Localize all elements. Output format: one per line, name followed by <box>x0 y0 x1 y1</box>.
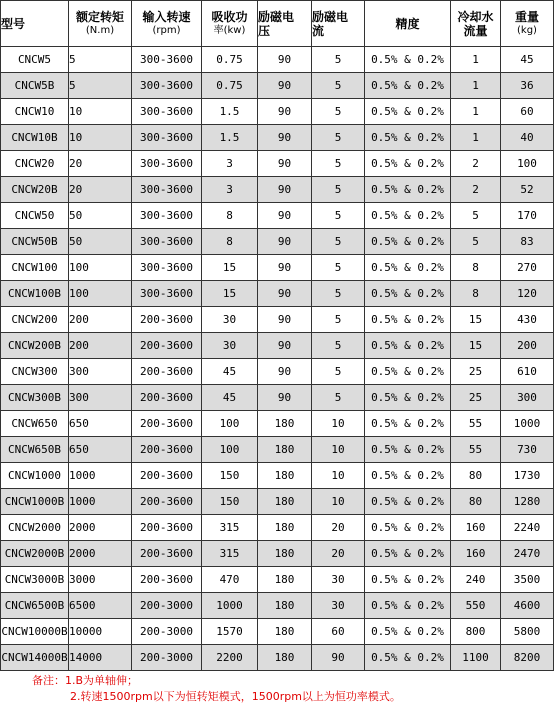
cell-weight: 45 <box>501 47 554 73</box>
header-row <box>1 1 554 47</box>
cell-speed: 200-3000 <box>132 593 202 619</box>
table-row <box>1 489 554 515</box>
cell-model: CNCW6500B <box>1 593 69 619</box>
cell-model: CNCW20B <box>1 177 69 203</box>
cell-voltage: 180 <box>258 619 312 645</box>
table-row <box>1 151 554 177</box>
cell-speed: 300-3600 <box>132 229 202 255</box>
table-row <box>1 515 554 541</box>
note-line-2: 2.转速1500rpm以下为恒转矩模式，1500rpm以上为恒功率模式。 <box>70 690 401 703</box>
cell-weight: 730 <box>501 437 554 463</box>
cell-accuracy: 0.5% & 0.2% <box>365 541 451 567</box>
cell-torque: 50 <box>69 229 132 255</box>
cell-cooling: 8 <box>451 255 501 281</box>
cell-speed: 200-3600 <box>132 567 202 593</box>
cell-power: 8 <box>202 203 258 229</box>
cell-cooling: 1 <box>451 99 501 125</box>
cell-power: 30 <box>202 333 258 359</box>
cell-speed: 200-3600 <box>132 515 202 541</box>
cell-speed: 300-3600 <box>132 255 202 281</box>
note-line-1 <box>32 673 554 689</box>
cell-power: 1.5 <box>202 125 258 151</box>
cell-accuracy: 0.5% & 0.2% <box>365 255 451 281</box>
cell-torque: 14000 <box>69 645 132 671</box>
note-1-text: 1.B为单轴伸； <box>65 674 139 687</box>
cell-cooling: 800 <box>451 619 501 645</box>
cell-power: 3 <box>202 151 258 177</box>
note-label: 备注： <box>32 674 65 687</box>
cell-current: 90 <box>312 645 365 671</box>
table-row <box>1 281 554 307</box>
cell-torque: 300 <box>69 385 132 411</box>
cell-accuracy: 0.5% & 0.2% <box>365 47 451 73</box>
cell-voltage: 90 <box>258 229 312 255</box>
cell-accuracy: 0.5% & 0.2% <box>365 359 451 385</box>
cell-weight: 610 <box>501 359 554 385</box>
cell-voltage: 180 <box>258 489 312 515</box>
cell-weight: 60 <box>501 99 554 125</box>
cell-model: CNCW20 <box>1 151 69 177</box>
cell-weight: 3500 <box>501 567 554 593</box>
cell-speed: 200-3600 <box>132 541 202 567</box>
cell-torque: 10 <box>69 99 132 125</box>
cell-speed: 200-3600 <box>132 385 202 411</box>
cell-model: CNCW1000 <box>1 463 69 489</box>
table-row <box>1 125 554 151</box>
cell-torque: 650 <box>69 437 132 463</box>
cell-torque: 5 <box>69 73 132 99</box>
cell-cooling: 240 <box>451 567 501 593</box>
cell-power: 150 <box>202 463 258 489</box>
cell-cooling: 25 <box>451 385 501 411</box>
cell-voltage: 180 <box>258 515 312 541</box>
cell-voltage: 90 <box>258 359 312 385</box>
table-row <box>1 99 554 125</box>
cell-speed: 300-3600 <box>132 203 202 229</box>
cell-speed: 200-3000 <box>132 645 202 671</box>
header-model: 型号 <box>1 1 69 47</box>
cell-voltage: 90 <box>258 151 312 177</box>
cell-voltage: 180 <box>258 541 312 567</box>
cell-weight: 40 <box>501 125 554 151</box>
cell-torque: 200 <box>69 307 132 333</box>
cell-weight: 36 <box>501 73 554 99</box>
cell-weight: 2240 <box>501 515 554 541</box>
cell-current: 5 <box>312 255 365 281</box>
cell-power: 150 <box>202 489 258 515</box>
cell-power: 8 <box>202 229 258 255</box>
cell-voltage: 90 <box>258 385 312 411</box>
table-row <box>1 359 554 385</box>
cell-torque: 100 <box>69 255 132 281</box>
cell-speed: 300-3600 <box>132 99 202 125</box>
cell-current: 5 <box>312 73 365 99</box>
cell-cooling: 2 <box>451 177 501 203</box>
table-row <box>1 437 554 463</box>
cell-current: 5 <box>312 359 365 385</box>
cell-torque: 10 <box>69 125 132 151</box>
table-row <box>1 541 554 567</box>
cell-voltage: 180 <box>258 645 312 671</box>
cell-accuracy: 0.5% & 0.2% <box>365 645 451 671</box>
cell-accuracy: 0.5% & 0.2% <box>365 411 451 437</box>
cell-power: 15 <box>202 255 258 281</box>
cell-cooling: 15 <box>451 333 501 359</box>
cell-weight: 200 <box>501 333 554 359</box>
cell-model: CNCW200 <box>1 307 69 333</box>
cell-current: 5 <box>312 151 365 177</box>
header-voltage: 励磁电 压 <box>258 1 312 47</box>
cell-voltage: 90 <box>258 73 312 99</box>
cell-speed: 200-3600 <box>132 359 202 385</box>
cell-torque: 3000 <box>69 567 132 593</box>
cell-power: 1.5 <box>202 99 258 125</box>
cell-voltage: 90 <box>258 47 312 73</box>
cell-weight: 1730 <box>501 463 554 489</box>
cell-cooling: 5 <box>451 229 501 255</box>
cell-weight: 8200 <box>501 645 554 671</box>
table-row <box>1 255 554 281</box>
cell-voltage: 180 <box>258 437 312 463</box>
cell-weight: 2470 <box>501 541 554 567</box>
cell-accuracy: 0.5% & 0.2% <box>365 177 451 203</box>
cell-model: CNCW650 <box>1 411 69 437</box>
cell-model: CNCW300B <box>1 385 69 411</box>
cell-torque: 2000 <box>69 541 132 567</box>
cell-cooling: 550 <box>451 593 501 619</box>
cell-speed: 300-3600 <box>132 281 202 307</box>
cell-accuracy: 0.5% & 0.2% <box>365 385 451 411</box>
cell-torque: 5 <box>69 47 132 73</box>
cell-voltage: 180 <box>258 567 312 593</box>
cell-model: CNCW5B <box>1 73 69 99</box>
cell-speed: 200-3600 <box>132 333 202 359</box>
cell-model: CNCW100 <box>1 255 69 281</box>
cell-speed: 200-3600 <box>132 463 202 489</box>
cell-torque: 650 <box>69 411 132 437</box>
cell-accuracy: 0.5% & 0.2% <box>365 619 451 645</box>
cell-voltage: 90 <box>258 99 312 125</box>
cell-power: 315 <box>202 515 258 541</box>
cell-voltage: 180 <box>258 463 312 489</box>
cell-power: 1570 <box>202 619 258 645</box>
cell-current: 5 <box>312 47 365 73</box>
cell-current: 60 <box>312 619 365 645</box>
cell-voltage: 90 <box>258 203 312 229</box>
cell-speed: 200-3600 <box>132 489 202 515</box>
cell-cooling: 1 <box>451 47 501 73</box>
cell-accuracy: 0.5% & 0.2% <box>365 593 451 619</box>
cell-current: 5 <box>312 333 365 359</box>
cell-accuracy: 0.5% & 0.2% <box>365 229 451 255</box>
cell-weight: 270 <box>501 255 554 281</box>
cell-weight: 1000 <box>501 411 554 437</box>
cell-power: 30 <box>202 307 258 333</box>
header-cooling: 冷却水 流量 <box>451 1 501 47</box>
cell-torque: 1000 <box>69 489 132 515</box>
cell-accuracy: 0.5% & 0.2% <box>365 281 451 307</box>
cell-speed: 200-3600 <box>132 437 202 463</box>
header-torque: 额定转矩 (N.m) <box>69 1 132 47</box>
table-row <box>1 229 554 255</box>
cell-current: 10 <box>312 437 365 463</box>
cell-voltage: 90 <box>258 125 312 151</box>
cell-speed: 300-3600 <box>132 73 202 99</box>
cell-current: 5 <box>312 125 365 151</box>
table-row <box>1 307 554 333</box>
cell-speed: 200-3600 <box>132 307 202 333</box>
cell-cooling: 55 <box>451 437 501 463</box>
cell-accuracy: 0.5% & 0.2% <box>365 437 451 463</box>
notes <box>0 673 554 705</box>
cell-model: CNCW10B <box>1 125 69 151</box>
cell-model: CNCW300 <box>1 359 69 385</box>
cell-model: CNCW50B <box>1 229 69 255</box>
cell-cooling: 15 <box>451 307 501 333</box>
cell-power: 315 <box>202 541 258 567</box>
cell-voltage: 90 <box>258 307 312 333</box>
cell-cooling: 160 <box>451 541 501 567</box>
cell-weight: 170 <box>501 203 554 229</box>
cell-current: 5 <box>312 203 365 229</box>
cell-torque: 6500 <box>69 593 132 619</box>
cell-weight: 83 <box>501 229 554 255</box>
cell-current: 30 <box>312 593 365 619</box>
cell-accuracy: 0.5% & 0.2% <box>365 125 451 151</box>
cell-model: CNCW650B <box>1 437 69 463</box>
cell-cooling: 55 <box>451 411 501 437</box>
cell-speed: 200-3000 <box>132 619 202 645</box>
header-power: 吸收功 率(kw) <box>202 1 258 47</box>
cell-model: CNCW2000B <box>1 541 69 567</box>
cell-current: 5 <box>312 99 365 125</box>
cell-weight: 430 <box>501 307 554 333</box>
cell-current: 10 <box>312 489 365 515</box>
cell-cooling: 1100 <box>451 645 501 671</box>
cell-torque: 100 <box>69 281 132 307</box>
cell-cooling: 5 <box>451 203 501 229</box>
cell-voltage: 180 <box>258 593 312 619</box>
cell-power: 0.75 <box>202 47 258 73</box>
cell-cooling: 80 <box>451 463 501 489</box>
cell-power: 15 <box>202 281 258 307</box>
cell-cooling: 1 <box>451 73 501 99</box>
cell-accuracy: 0.5% & 0.2% <box>365 307 451 333</box>
cell-speed: 300-3600 <box>132 125 202 151</box>
cell-accuracy: 0.5% & 0.2% <box>365 567 451 593</box>
cell-current: 5 <box>312 307 365 333</box>
cell-model: CNCW50 <box>1 203 69 229</box>
table-row <box>1 463 554 489</box>
cell-voltage: 90 <box>258 255 312 281</box>
table-row <box>1 593 554 619</box>
cell-power: 2200 <box>202 645 258 671</box>
cell-torque: 300 <box>69 359 132 385</box>
header-current: 励磁电 流 <box>312 1 365 47</box>
cell-accuracy: 0.5% & 0.2% <box>365 463 451 489</box>
cell-current: 10 <box>312 463 365 489</box>
cell-torque: 1000 <box>69 463 132 489</box>
cell-speed: 300-3600 <box>132 47 202 73</box>
cell-cooling: 25 <box>451 359 501 385</box>
cell-speed: 200-3600 <box>132 411 202 437</box>
cell-accuracy: 0.5% & 0.2% <box>365 99 451 125</box>
cell-weight: 4600 <box>501 593 554 619</box>
cell-model: CNCW10 <box>1 99 69 125</box>
cell-current: 5 <box>312 281 365 307</box>
table-row <box>1 73 554 99</box>
cell-current: 30 <box>312 567 365 593</box>
table-row <box>1 47 554 73</box>
cell-speed: 300-3600 <box>132 151 202 177</box>
cell-voltage: 90 <box>258 281 312 307</box>
cell-current: 20 <box>312 515 365 541</box>
cell-current: 5 <box>312 229 365 255</box>
table-row <box>1 645 554 671</box>
cell-voltage: 180 <box>258 411 312 437</box>
cell-cooling: 8 <box>451 281 501 307</box>
cell-accuracy: 0.5% & 0.2% <box>365 489 451 515</box>
cell-accuracy: 0.5% & 0.2% <box>365 73 451 99</box>
cell-weight: 1280 <box>501 489 554 515</box>
cell-model: CNCW1000B <box>1 489 69 515</box>
cell-weight: 5800 <box>501 619 554 645</box>
cell-speed: 300-3600 <box>132 177 202 203</box>
cell-voltage: 90 <box>258 177 312 203</box>
cell-torque: 200 <box>69 333 132 359</box>
cell-power: 100 <box>202 411 258 437</box>
table-row <box>1 567 554 593</box>
cell-model: CNCW10000B <box>1 619 69 645</box>
cell-current: 20 <box>312 541 365 567</box>
header-accuracy: 精度 <box>365 1 451 47</box>
cell-accuracy: 0.5% & 0.2% <box>365 203 451 229</box>
cell-power: 1000 <box>202 593 258 619</box>
cell-torque: 10000 <box>69 619 132 645</box>
header-speed: 输入转速 (rpm) <box>132 1 202 47</box>
cell-torque: 20 <box>69 177 132 203</box>
table-row <box>1 333 554 359</box>
cell-current: 5 <box>312 177 365 203</box>
cell-torque: 50 <box>69 203 132 229</box>
cell-power: 470 <box>202 567 258 593</box>
cell-voltage: 90 <box>258 333 312 359</box>
cell-model: CNCW200B <box>1 333 69 359</box>
cell-model: CNCW2000 <box>1 515 69 541</box>
cell-cooling: 160 <box>451 515 501 541</box>
cell-power: 100 <box>202 437 258 463</box>
cell-model: CNCW14000B <box>1 645 69 671</box>
table-row <box>1 385 554 411</box>
cell-cooling: 80 <box>451 489 501 515</box>
cell-model: CNCW100B <box>1 281 69 307</box>
table-row <box>1 619 554 645</box>
cell-power: 3 <box>202 177 258 203</box>
cell-torque: 20 <box>69 151 132 177</box>
cell-cooling: 2 <box>451 151 501 177</box>
cell-power: 0.75 <box>202 73 258 99</box>
cell-weight: 100 <box>501 151 554 177</box>
cell-weight: 120 <box>501 281 554 307</box>
cell-accuracy: 0.5% & 0.2% <box>365 151 451 177</box>
cell-current: 5 <box>312 385 365 411</box>
table-body <box>1 47 554 671</box>
cell-weight: 300 <box>501 385 554 411</box>
cell-accuracy: 0.5% & 0.2% <box>365 515 451 541</box>
cell-power: 45 <box>202 359 258 385</box>
cell-weight: 52 <box>501 177 554 203</box>
cell-accuracy: 0.5% & 0.2% <box>365 333 451 359</box>
cell-cooling: 1 <box>451 125 501 151</box>
cell-model: CNCW5 <box>1 47 69 73</box>
cell-current: 10 <box>312 411 365 437</box>
table-row <box>1 177 554 203</box>
cell-model: CNCW3000B <box>1 567 69 593</box>
table-row <box>1 411 554 437</box>
cell-power: 45 <box>202 385 258 411</box>
header-weight: 重量 (kg) <box>501 1 554 47</box>
cell-torque: 2000 <box>69 515 132 541</box>
table-row <box>1 203 554 229</box>
